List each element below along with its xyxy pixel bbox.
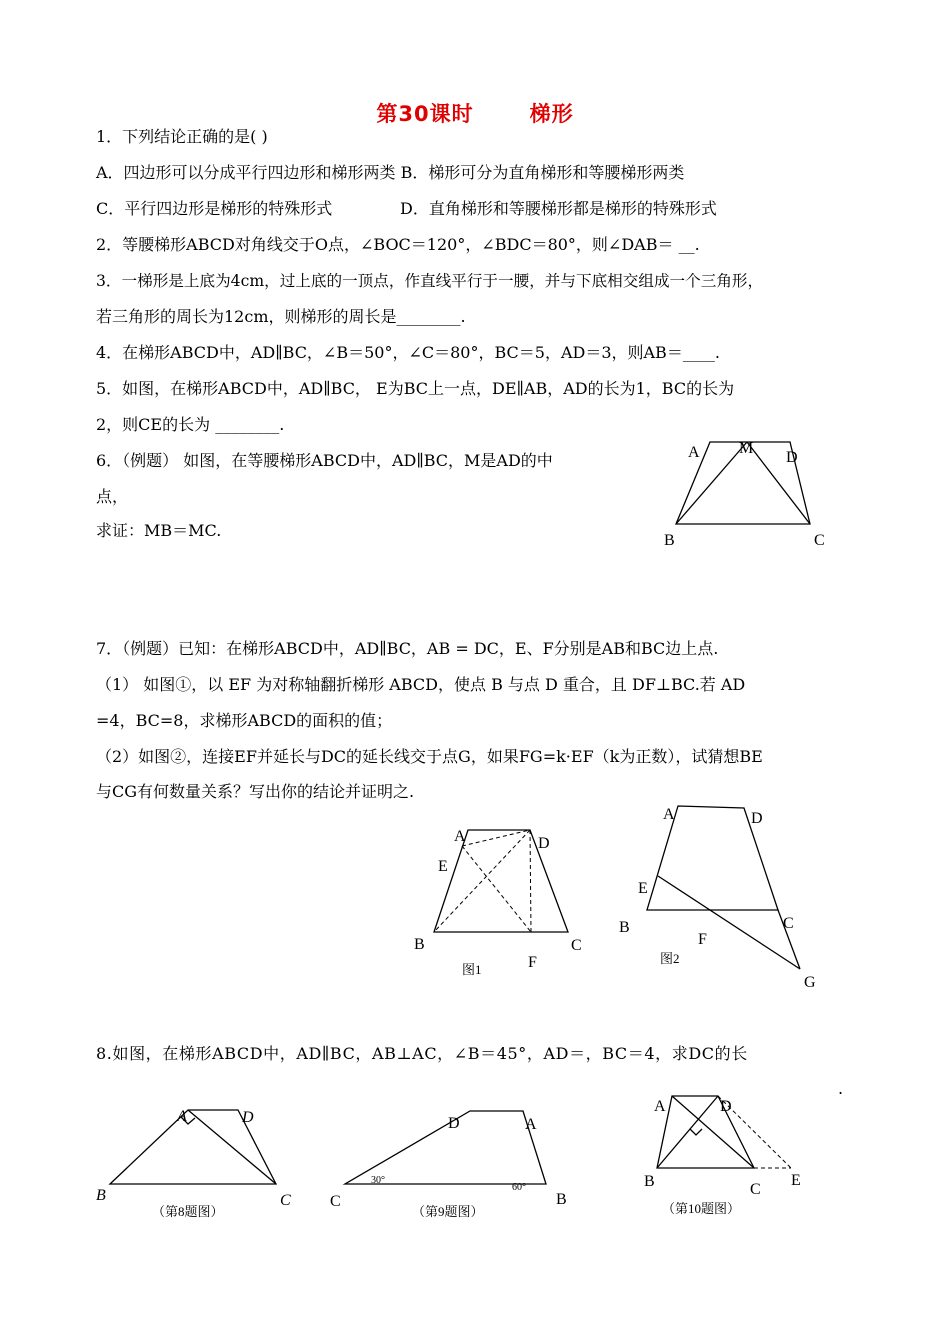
fig9-angle-60: 60° (512, 1182, 526, 1193)
fig10-label-e: E (791, 1172, 801, 1189)
fig1-label-c: C (571, 937, 582, 954)
q6-segment-mb (676, 442, 747, 524)
q6-label-c: C (814, 532, 825, 549)
fig2-label-d: D (751, 810, 763, 827)
fig9-label-c: C (330, 1193, 341, 1210)
q8-trailing-dot: . (838, 1079, 844, 1098)
fig10-label-b: B (644, 1173, 655, 1190)
fig9-label-d: D (448, 1115, 460, 1132)
fig9-trapezoid (345, 1111, 546, 1184)
fig10-right-angle-mark (690, 1129, 702, 1135)
q7-line2: （1） 如图①，以 EF 为对称轴翻折梯形 ABCD，使点 B 与点 D 重合，且 DF⊥BC.若 AD (96, 675, 746, 694)
fig1-dash-ef (462, 846, 531, 932)
fig8-diagonal-ac (188, 1110, 276, 1184)
fig1-dash-ed (462, 830, 530, 846)
title-topic: 梯形 (529, 102, 574, 126)
fig1-label-d: D (538, 835, 550, 852)
q2-text: 2．等腰梯形ABCD对角线交于O点，∠BOC＝120°，∠BDC＝80°，则∠DAB＝ __. (96, 235, 700, 254)
q6-line1: 6．（例题） 如图，在等腰梯形ABCD中，AD∥BC，M是AD的中 (96, 451, 553, 470)
fig1-dash-db (434, 830, 530, 932)
q6-label-a: A (688, 444, 700, 461)
q1-option-c: C．平行四边形是梯形的特殊形式 (96, 199, 333, 218)
q10-figure (640, 1088, 820, 1218)
fig1-caption: 图1 (462, 962, 482, 977)
fig10-caption: （第10题图） (662, 1201, 741, 1216)
fig2-label-f: F (698, 931, 707, 948)
fig9-caption: （第9题图） (412, 1204, 484, 1219)
q1-option-d: D．直角梯形和等腰梯形都是梯形的特殊形式 (400, 199, 717, 218)
fig10-diagonal-ac (672, 1096, 754, 1168)
fig8-caption: （第8题图） (152, 1204, 224, 1219)
q1-stem: 1．下列结论正确的是( ) (96, 127, 268, 146)
fig2-label-c: C (783, 915, 794, 932)
q9-figure (325, 1100, 580, 1225)
q6-line2: 点， (96, 487, 129, 506)
fig2-label-b: B (619, 919, 630, 936)
fig8-label-c: C (280, 1192, 291, 1209)
q7-line4: （2）如图②，连接EF并延长与DC的延长线交于点G，如果FG=k·EF（k为正数），试猜想BE (96, 747, 763, 766)
q7-line3: =4，BC=8，求梯形ABCD的面积的值； (96, 711, 393, 730)
q5-line2: 2，则CE的长为 ________. (96, 415, 285, 434)
q7-figure-2 (610, 798, 840, 993)
q7-figure-1 (410, 815, 610, 985)
q3-line1: 3．一梯形是上底为4cm，过上底的一顶点，作直线平行于一腰，并与下底相交组成一个三角形， (96, 272, 764, 290)
fig2-label-e: E (638, 880, 648, 897)
q4-text: 4．在梯形ABCD中，AD∥BC，∠B＝50°，∠C＝80°，BC＝5，AD＝3，则AB＝____. (96, 343, 720, 362)
fig10-diagonal-bd (657, 1096, 718, 1168)
title-lesson: 第30课时 (376, 102, 474, 126)
fig10-trapezoid (657, 1096, 754, 1168)
fig9-label-b: B (556, 1191, 567, 1208)
fig2-label-a: A (663, 806, 675, 823)
fig8-label-b: B (96, 1187, 106, 1204)
fig8-label-a: A (177, 1108, 187, 1125)
q7-line1: 7．（例题）已知：在梯形ABCD中，AD∥BC，AB = DC，E、F分别是AB和BC边上点. (96, 639, 719, 658)
fig1-label-b: B (414, 936, 425, 953)
q6-figure (650, 430, 850, 555)
fig9-label-a: A (525, 1116, 537, 1133)
q6-label-d: D (786, 449, 798, 466)
fig8-label-d: D (242, 1109, 254, 1126)
fig2-label-g: G (804, 974, 816, 991)
fig9-angle-30: 30° (371, 1175, 385, 1186)
fig2-caption: 图2 (660, 951, 680, 966)
fig1-label-e: E (438, 858, 448, 875)
page-title (0, 98, 950, 128)
fig1-label-a: A (454, 828, 466, 845)
q7-line5: 与CG有何数量关系？写出你的结论并证明之. (96, 782, 415, 801)
fig1-label-f: F (528, 954, 537, 971)
q6-label-m: M (739, 440, 754, 457)
fig10-label-c: C (750, 1181, 761, 1198)
q3-line2: 若三角形的周长为12cm，则梯形的周长是________. (96, 307, 466, 326)
q6-line3: 求证：MB＝MC. (96, 521, 222, 540)
q6-label-b: B (664, 532, 675, 549)
q5-line1: 5．如图，在梯形ABCD中，AD∥BC， E为BC上一点，DE∥AB，AD的长为1，BC的长为 (96, 379, 735, 398)
fig1-dash-df (530, 830, 531, 932)
fig10-label-d: D (720, 1098, 732, 1115)
q1-options-ab: A．四边形可以分成平行四边形和梯形两类 B．梯形可分为直角梯形和等腰梯形两类 (96, 163, 685, 182)
fig10-label-a: A (654, 1098, 666, 1115)
q8-figure (90, 1098, 305, 1223)
q8-line1: 8.如图，在梯形ABCD中，AD∥BC，AB⊥AC，∠B＝45°，AD＝，BC＝4，求DC的长 (96, 1044, 748, 1063)
